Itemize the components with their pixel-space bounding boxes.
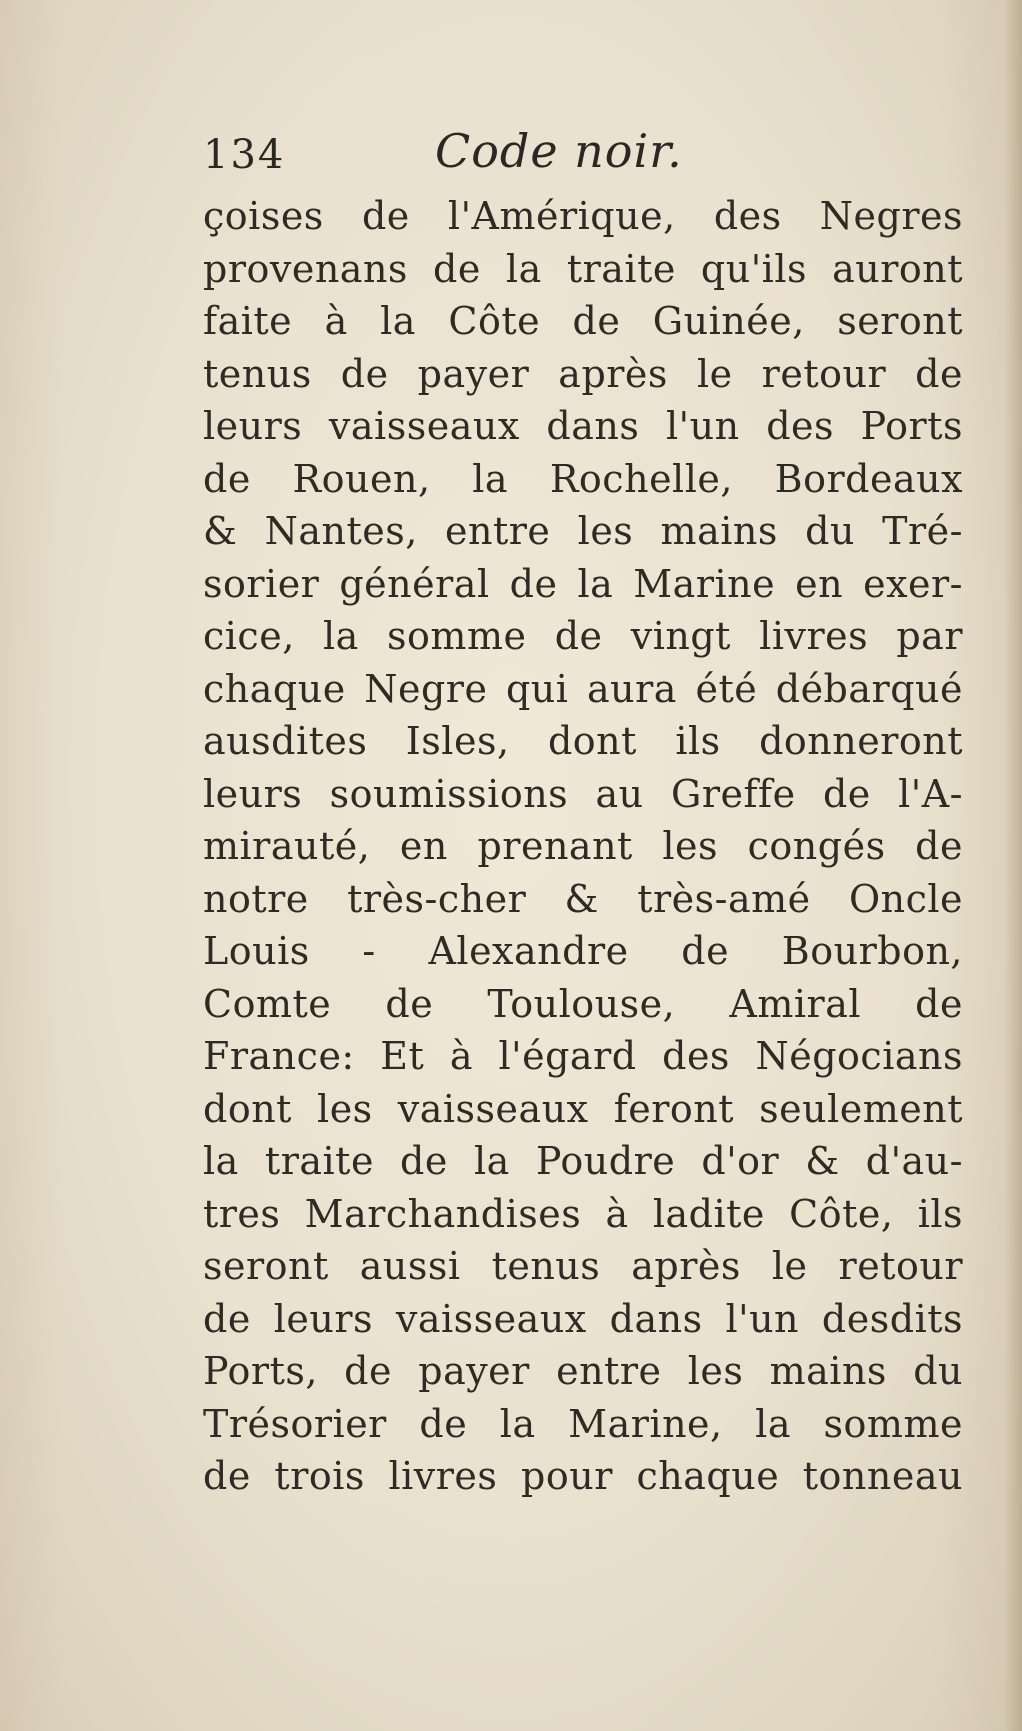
text-line: de leurs vaisseaux dans l'un desdits: [203, 1296, 963, 1341]
text-line: de trois livres pour chaque tonneau: [203, 1454, 963, 1498]
text-line: sorier général de la Marine en exer-: [203, 561, 963, 606]
text-line: Ports, de payer entre les mains du: [203, 1349, 963, 1393]
text-line: la traite de la Poudre d'or & d'au-: [203, 1139, 963, 1183]
text-line: chaque Negre qui aura été débarqué: [203, 666, 963, 711]
text-line: France: Et à l'égard des Négocians: [203, 1034, 963, 1078]
text-line: notre très-cher & très-amé Oncle: [203, 876, 963, 921]
text-line: leurs vaisseaux dans l'un des Ports: [203, 404, 963, 448]
text-line: faite à la Côte de Guinée, seront: [203, 299, 963, 343]
text-line: Trésorier de la Marine, la somme: [203, 1401, 963, 1446]
text-line: mirauté, en prenant les congés de: [203, 824, 963, 868]
text-line: tres Marchandises à ladite Côte, ils: [203, 1191, 963, 1236]
body-text: [203, 190, 963, 1503]
text-line: ausdites Isles, dont ils donneront: [203, 719, 963, 763]
text-line: Louis - Alexandre de Bourbon,: [203, 929, 963, 973]
text-line: tenus de payer après le retour de: [203, 351, 963, 396]
text-line: provenans de la traite qu'ils auront: [203, 246, 963, 291]
text-line: dont les vaisseaux feront seulement: [203, 1086, 963, 1131]
running-title: Code noir.: [435, 124, 683, 178]
text-line: Comte de Toulouse, Amiral de: [203, 981, 963, 1026]
page-header: [203, 124, 963, 192]
page-number: 134: [203, 132, 286, 178]
text-line: çoises de l'Amérique, des Negres: [203, 194, 963, 238]
text-line: & Nantes, entre les mains du Tré-: [203, 509, 963, 553]
text-line: seront aussi tenus après le retour: [203, 1244, 963, 1288]
page-edge-shadow: [1004, 0, 1022, 1731]
text-line: leurs soumissions au Greffe de l'A-: [203, 771, 963, 816]
text-line: cice, la somme de vingt livres par: [203, 614, 963, 658]
text-line: de Rouen, la Rochelle, Bordeaux: [203, 456, 963, 501]
